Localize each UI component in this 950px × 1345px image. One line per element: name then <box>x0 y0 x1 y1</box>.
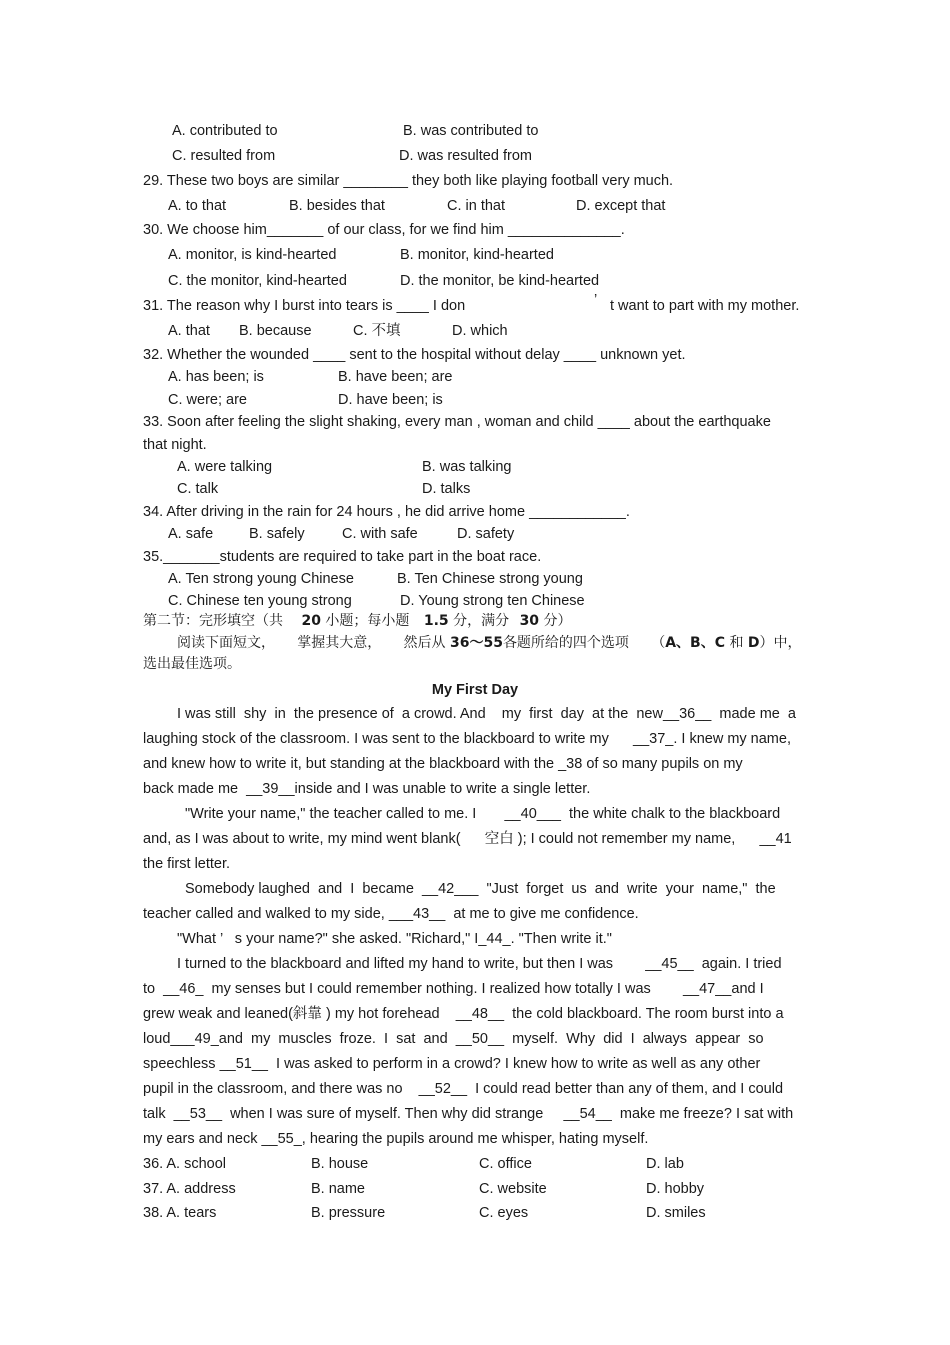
section2-heading: 第二节：完形填空（共 20 小题；每小题 1.5 分，满分 30 分） <box>143 613 572 629</box>
q32-option-c: C. were; are <box>168 392 247 408</box>
passage-line: teacher called and walked to my side, ___43__ at me to give me confidence. <box>143 906 639 922</box>
passage-line: I was still shy in the presence of a crowd. And my first day at the new__36__ made me a <box>177 706 796 722</box>
q36-option-a: 36. A. school <box>143 1156 227 1172</box>
q34-option-b: B. safely <box>249 526 305 542</box>
passage-line: laughing stock of the classroom. I was sent to the blackboard to write my __37_. I knew my name, <box>143 731 791 747</box>
q31-option-d: D. which <box>452 323 508 339</box>
q33-option-b: B. was talking <box>422 459 512 475</box>
q30-option-d: D. the monitor, be kind-hearted <box>400 273 600 289</box>
q29-option-a: A. to that <box>168 198 227 214</box>
q32-option-b: B. have been; are <box>338 369 453 385</box>
passage-line: grew weak and leaned(斜靠 ) my hot forehead __48__ the cold blackboard. The room burst into a <box>143 1006 784 1022</box>
q31-option-c: C. 不填 <box>353 323 401 339</box>
q29-option-b: B. besides that <box>289 198 385 214</box>
q29-option-c: C. in that <box>447 198 506 214</box>
q38-option-b: B. pressure <box>311 1205 386 1221</box>
q32-option-d: D. have been; is <box>338 392 443 408</box>
q32-stem: 32. Whether the wounded ____ sent to the hospital without delay ____ unknown yet. <box>143 347 686 363</box>
q36-option-d: D. lab <box>646 1156 684 1172</box>
passage-line: Somebody laughed and I became __42___ "Just forget us and write your name," the <box>185 881 776 897</box>
passage-line: speechless __51__ I was asked to perform in a crowd? I knew how to write as well as any other <box>143 1056 761 1072</box>
q33-stem-cont: that night. <box>143 437 207 453</box>
q35-option-c: C. Chinese ten young strong <box>168 593 352 609</box>
passage-line: loud___49_and my muscles froze. I sat and __50__ myself. Why did I always appear so <box>143 1031 764 1047</box>
q33-option-a: A. were talking <box>177 459 273 475</box>
q34-option-a: A. safe <box>168 526 214 542</box>
passage-line: "Write your name," the teacher called to me. I __40___ the white chalk to the blackboard <box>185 806 781 822</box>
q30-option-b: B. monitor, kind-hearted <box>400 247 554 263</box>
q31-apostrophe: ’ <box>594 292 598 308</box>
q34-option-d: D. safety <box>457 526 515 542</box>
q34-option-c: C. with safe <box>342 526 418 542</box>
q30-option-a: A. monitor, is kind-hearted <box>168 247 337 263</box>
q37-option-d: D. hobby <box>646 1181 705 1197</box>
q36-option-b: B. house <box>311 1156 369 1172</box>
passage-line: back made me __39__inside and I was unable to write a single letter. <box>143 781 591 797</box>
q28-option-d: D. was resulted from <box>399 148 532 164</box>
q28-option-b: B. was contributed to <box>403 123 539 139</box>
q35-option-b: B. Ten Chinese strong young <box>397 571 583 587</box>
q33-option-c: C. talk <box>177 481 219 497</box>
q38-option-c: C. eyes <box>479 1205 529 1221</box>
q31-stem: 31. The reason why I burst into tears is ____ I don <box>143 298 466 314</box>
passage-line: and, as I was about to write, my mind went blank( 空白 ); I could not remember my name, __41 <box>143 831 792 847</box>
q29-stem: 29. These two boys are similar ________ they both like playing football very much. <box>143 173 674 189</box>
q35-option-d: D. Young strong ten Chinese <box>400 593 585 609</box>
q35-stem: 35._______students are required to take part in the boat race. <box>143 549 542 565</box>
q28-option-c: C. resulted from <box>172 148 276 164</box>
passage-title: My First Day <box>431 682 519 698</box>
passage-line: to __46_ my senses but I could remember nothing. I realized how totally I was __47__and I <box>143 981 764 997</box>
q29-option-d: D. except that <box>576 198 666 214</box>
q38-option-a: 38. A. tears <box>143 1205 217 1221</box>
passage-line: pupil in the classroom, and there was no __52__ I could read better than any of them, and I could <box>143 1081 784 1097</box>
passage-line: the first letter. <box>143 856 231 872</box>
passage-line: talk __53__ when I was sure of myself. Then why did strange __54__ make me freeze? I sat with <box>143 1106 794 1122</box>
q36-option-c: C. office <box>479 1156 532 1172</box>
q33-option-d: D. talks <box>422 481 471 497</box>
passage-line: "What ’ s your name?" she asked. "Richard," I_44_. "Then write it." <box>177 931 612 947</box>
passage-line: and knew how to write it, but standing at the blackboard with the _38 of so many pupils on my <box>143 756 743 772</box>
section2-instructions-cont: 选出最佳选项。 <box>143 656 241 672</box>
q33-stem: 33. Soon after feeling the slight shaking, every man , woman and child ____ about the earthquake <box>143 414 771 430</box>
q32-option-a: A. has been; is <box>168 369 264 385</box>
q31-stem-tail: t want to part with my mother. <box>610 298 800 314</box>
q31-option-b: B. because <box>239 323 312 339</box>
passage-line: my ears and neck __55_, hearing the pupils around me whisper, hating myself. <box>143 1131 649 1147</box>
q34-stem: 34. After driving in the rain for 24 hours , he did arrive home ____________. <box>143 504 630 520</box>
q37-option-a: 37. A. address <box>143 1181 236 1197</box>
passage-line: I turned to the blackboard and lifted my hand to write, but then I was __45__ again. I tried <box>177 956 782 972</box>
section2-instructions: 阅读下面短文， 掌握其大意， 然后从 36～55各题所给的四个选项 （A、B、C 和 D）中， <box>177 635 802 651</box>
q28-option-a: A. contributed to <box>172 123 278 139</box>
q35-option-a: A. Ten strong young Chinese <box>168 571 354 587</box>
q31-option-a: A. that <box>168 323 210 339</box>
q37-option-c: C. website <box>479 1181 547 1197</box>
q30-option-c: C. the monitor, kind-hearted <box>168 273 347 289</box>
q30-stem: 30. We choose him_______ of our class, for we find him ______________. <box>143 222 625 238</box>
q37-option-b: B. name <box>311 1181 365 1197</box>
q38-option-d: D. smiles <box>646 1205 706 1221</box>
